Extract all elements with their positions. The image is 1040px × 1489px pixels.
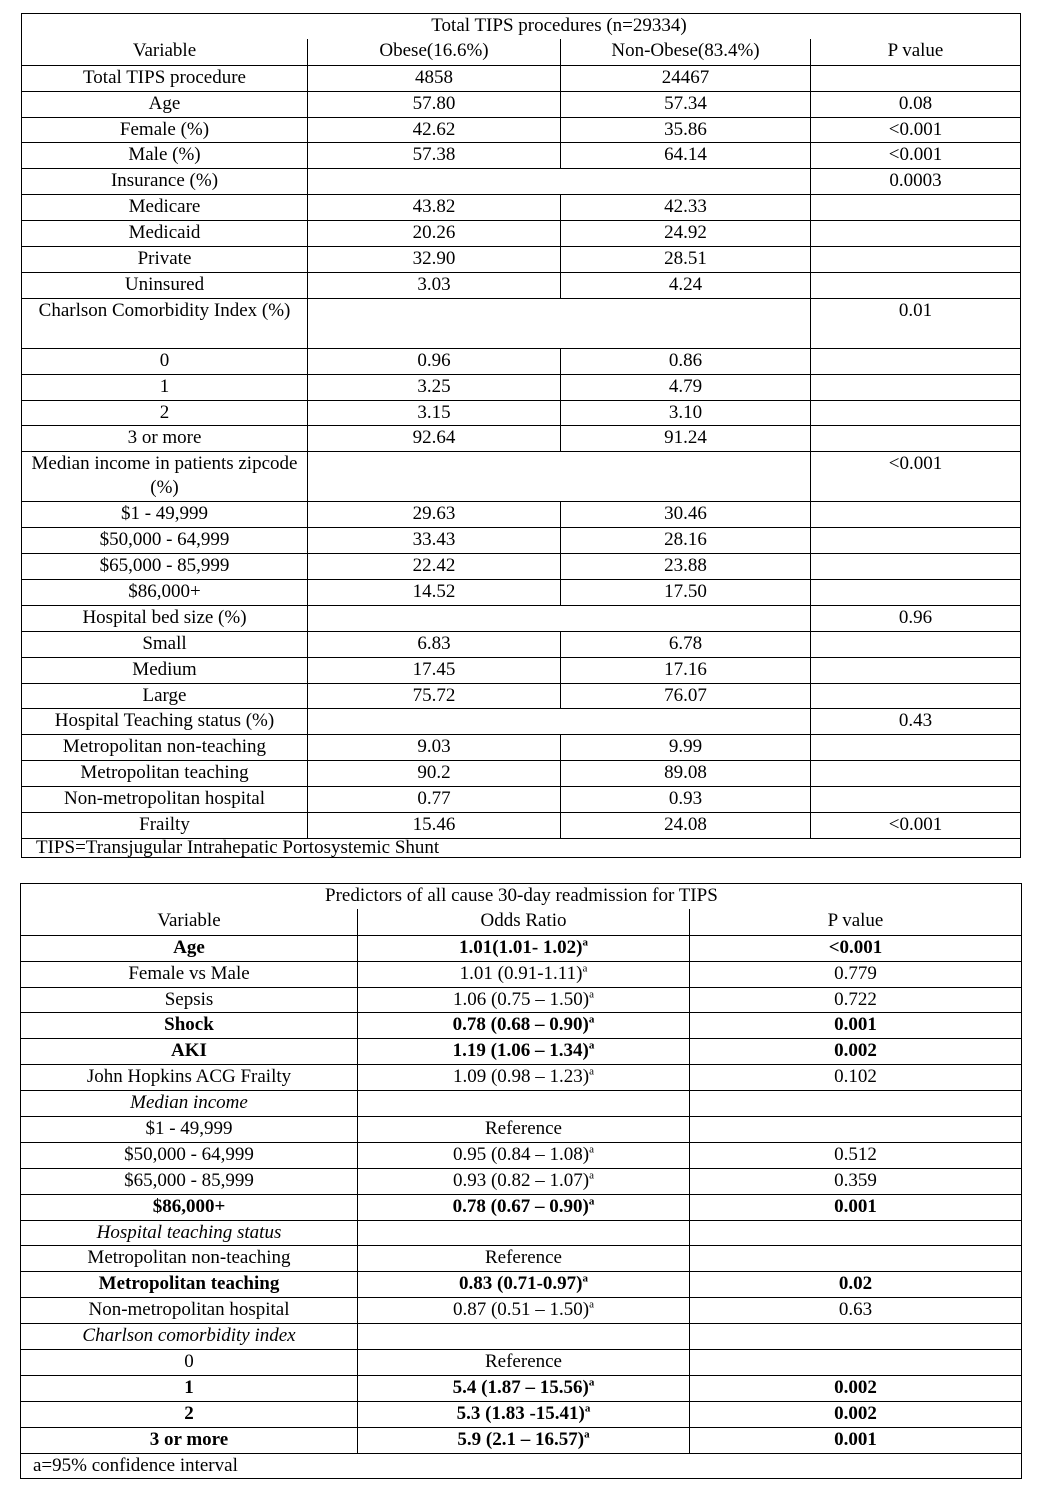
pvalue-cell (811, 761, 1021, 787)
nonobese-cell: 42.33 (561, 195, 811, 221)
pvalue-cell (811, 735, 1021, 761)
table-row (21, 961, 1022, 987)
variable-cell: Metropolitan teaching (22, 761, 308, 787)
table-row (22, 787, 1021, 813)
pvalue-cell (811, 657, 1021, 683)
pvalue-cell: 0.722 (690, 987, 1022, 1013)
table-title-row (21, 884, 1022, 910)
confidence-interval-marker: a (588, 1014, 595, 1027)
variable-cell: Shock (21, 1013, 358, 1039)
odds-ratio-value: 0.93 (0.82 – 1.07) (452, 1169, 590, 1191)
nonobese-cell: 9.99 (561, 735, 811, 761)
pvalue-cell (811, 580, 1021, 606)
table-row (22, 143, 1021, 169)
obese-cell: 92.64 (308, 426, 561, 452)
obese-cell (308, 709, 561, 735)
obese-cell: 3.25 (308, 374, 561, 400)
nonobese-cell: 4.79 (561, 374, 811, 400)
variable-cell: Small (22, 631, 308, 657)
column-header-obese: Obese(16.6%) (308, 39, 561, 65)
table-row (21, 1401, 1022, 1427)
table-title: Total TIPS procedures (n=29334) (308, 14, 811, 40)
obese-cell: 75.72 (308, 683, 561, 709)
table-row (22, 580, 1021, 606)
nonobese-cell: 24.92 (561, 221, 811, 247)
variable-cell: Male (%) (22, 143, 308, 169)
variable-cell: Sepsis (21, 987, 358, 1013)
pvalue-cell: <0.001 (690, 935, 1022, 961)
variable-cell: John Hopkins ACG Frailty (21, 1065, 358, 1091)
obese-cell: 9.03 (308, 735, 561, 761)
variable-cell: Non-metropolitan hospital (22, 787, 308, 813)
table-row (21, 1427, 1022, 1453)
obese-cell: 33.43 (308, 528, 561, 554)
pvalue-cell (690, 1117, 1022, 1143)
odds-ratio-cell (358, 1272, 690, 1298)
obese-cell (308, 452, 561, 502)
table-row (22, 426, 1021, 452)
pvalue-cell (690, 1091, 1022, 1117)
table-row (21, 1065, 1022, 1091)
column-header-variable: Variable (22, 39, 308, 65)
variable-cell: 0 (21, 1350, 358, 1376)
obese-cell: 17.45 (308, 657, 561, 683)
obese-cell: 4858 (308, 65, 561, 91)
nonobese-cell: 57.34 (561, 91, 811, 117)
obese-cell: 42.62 (308, 117, 561, 143)
odds-ratio-cell (358, 1324, 690, 1350)
column-header-pvalue: P value (811, 39, 1021, 65)
column-header-pvalue: P value (690, 909, 1022, 935)
pvalue-cell: 0.001 (690, 1013, 1022, 1039)
odds-ratio-cell (358, 1039, 690, 1065)
variable-cell: Uninsured (22, 272, 308, 298)
odds-ratio-value: 0.78 (0.67 – 0.90) (452, 1195, 589, 1217)
odds-ratio-cell (358, 1220, 690, 1246)
nonobese-cell: 17.16 (561, 657, 811, 683)
variable-cell: 3 or more (22, 426, 308, 452)
confidence-interval-marker: a (588, 1376, 595, 1389)
obese-cell: 0.96 (308, 348, 561, 374)
odds-ratio-cell (358, 1117, 690, 1143)
nonobese-cell: 91.24 (561, 426, 811, 452)
confidence-interval-marker: a (589, 1298, 595, 1311)
pvalue-cell (811, 426, 1021, 452)
variable-cell: $65,000 - 85,999 (21, 1168, 358, 1194)
obese-cell: 0.77 (308, 787, 561, 813)
obese-cell: 57.80 (308, 91, 561, 117)
table-row (22, 605, 1021, 631)
obese-cell: 22.42 (308, 554, 561, 580)
pvalue-cell (811, 221, 1021, 247)
table-row (22, 65, 1021, 91)
variable-cell: Median income in patients zipcode (%) (22, 452, 308, 502)
pvalue-cell (690, 1324, 1022, 1350)
confidence-interval-marker: a (582, 936, 588, 949)
header-row (21, 909, 1022, 935)
obese-cell: 6.83 (308, 631, 561, 657)
column-header-nonobese: Non-Obese(83.4%) (561, 39, 811, 65)
variable-cell: 3 or more (21, 1427, 358, 1453)
table-row (22, 683, 1021, 709)
variable-cell: $65,000 - 85,999 (22, 554, 308, 580)
variable-cell: Metropolitan non-teaching (22, 735, 308, 761)
table-row (22, 813, 1021, 839)
variable-cell: 2 (22, 400, 308, 426)
nonobese-cell: 24467 (561, 65, 811, 91)
table-row (22, 761, 1021, 787)
variable-cell: Medium (22, 657, 308, 683)
table-row (21, 1117, 1022, 1143)
nonobese-cell: 89.08 (561, 761, 811, 787)
nonobese-cell: 24.08 (561, 813, 811, 839)
pvalue-cell (811, 528, 1021, 554)
variable-cell: $1 - 49,999 (22, 502, 308, 528)
pvalue-cell (811, 195, 1021, 221)
variable-cell: Medicare (22, 195, 308, 221)
variable-cell: Hospital teaching status (21, 1220, 358, 1246)
nonobese-cell: 28.16 (561, 528, 811, 554)
pvalue-cell (811, 787, 1021, 813)
pvalue-cell: 0.001 (690, 1427, 1022, 1453)
variable-cell: Hospital bed size (%) (22, 605, 308, 631)
pvalue-cell (811, 502, 1021, 528)
pvalue-cell: 0.63 (690, 1298, 1022, 1324)
obese-cell: 15.46 (308, 813, 561, 839)
table-row (22, 400, 1021, 426)
pvalue-cell (811, 247, 1021, 273)
obesity-comparison-table (21, 13, 1021, 858)
variable-cell: 1 (22, 374, 308, 400)
obese-cell: 29.63 (308, 502, 561, 528)
variable-cell: Female (%) (22, 117, 308, 143)
variable-cell: Large (22, 683, 308, 709)
odds-ratio-cell (358, 1065, 690, 1091)
obese-cell: 3.03 (308, 272, 561, 298)
odds-ratio-value: 1.06 (0.75 – 1.50) (452, 988, 590, 1010)
nonobese-cell (561, 169, 811, 195)
pvalue-cell: 0.43 (811, 709, 1021, 735)
variable-cell: Insurance (%) (22, 169, 308, 195)
variable-cell: Charlson Comorbidity Index (%) (22, 298, 308, 348)
variable-cell: $1 - 49,999 (21, 1117, 358, 1143)
odds-ratio-cell (358, 987, 690, 1013)
table-row (21, 1142, 1022, 1168)
odds-ratio-cell (358, 1091, 690, 1117)
table-row (22, 221, 1021, 247)
pvalue-cell (811, 272, 1021, 298)
confidence-interval-marker: a (584, 1428, 590, 1441)
table-row (22, 169, 1021, 195)
obese-cell: 32.90 (308, 247, 561, 273)
table-row (22, 272, 1021, 298)
confidence-interval-marker: a (582, 962, 588, 975)
pvalue-cell: 0.102 (690, 1065, 1022, 1091)
variable-cell: 1 (21, 1375, 358, 1401)
table-row (21, 1039, 1022, 1065)
variable-cell: AKI (21, 1039, 358, 1065)
pvalue-cell (690, 1246, 1022, 1272)
pvalue-cell: 0.002 (690, 1375, 1022, 1401)
table-row (21, 1272, 1022, 1298)
obese-cell: 14.52 (308, 580, 561, 606)
odds-ratio-value: 1.01 (0.91-1.11) (459, 962, 583, 984)
variable-cell: $50,000 - 64,999 (21, 1142, 358, 1168)
nonobese-cell (561, 298, 811, 348)
table-row (21, 1324, 1022, 1350)
table-row (21, 1246, 1022, 1272)
odds-ratio-value: 0.78 (0.68 – 0.90) (452, 1014, 589, 1036)
nonobese-cell (561, 605, 811, 631)
odds-ratio-cell (358, 1142, 690, 1168)
nonobese-cell: 23.88 (561, 554, 811, 580)
pvalue-cell: <0.001 (811, 117, 1021, 143)
table-row (21, 1194, 1022, 1220)
confidence-interval-marker: a (582, 1273, 588, 1286)
pvalue-cell (811, 348, 1021, 374)
table-row (22, 735, 1021, 761)
confidence-interval-marker: a (589, 988, 595, 1001)
pvalue-cell: <0.001 (811, 143, 1021, 169)
nonobese-cell: 30.46 (561, 502, 811, 528)
pvalue-cell (811, 683, 1021, 709)
odds-ratio-cell (358, 1401, 690, 1427)
pvalue-cell (811, 554, 1021, 580)
footnote-row (22, 838, 1021, 857)
pvalue-cell: 0.02 (690, 1272, 1022, 1298)
nonobese-cell: 4.24 (561, 272, 811, 298)
confidence-interval-marker: a (589, 1065, 595, 1078)
nonobese-cell: 17.50 (561, 580, 811, 606)
table-row (22, 298, 1021, 348)
readmission-predictors-table (20, 883, 1022, 1479)
obese-cell (308, 298, 561, 348)
odds-ratio-value: 1.01(1.01- 1.02) (459, 936, 583, 958)
variable-cell: $86,000+ (22, 580, 308, 606)
variable-cell: Total TIPS procedure (22, 65, 308, 91)
odds-ratio-cell (358, 1246, 690, 1272)
variable-cell: Age (22, 91, 308, 117)
odds-ratio-value: 5.9 (2.1 – 16.57) (457, 1428, 585, 1450)
pvalue-cell: 0.002 (690, 1401, 1022, 1427)
nonobese-cell: 6.78 (561, 631, 811, 657)
confidence-interval-marker: a (589, 1143, 595, 1156)
table-row (22, 631, 1021, 657)
odds-ratio-cell (358, 1375, 690, 1401)
pvalue-cell: 0.359 (690, 1168, 1022, 1194)
obese-cell: 90.2 (308, 761, 561, 787)
odds-ratio-value: Reference (485, 1118, 562, 1140)
odds-ratio-cell (358, 1350, 690, 1376)
pvalue-cell: <0.001 (811, 813, 1021, 839)
table-row (22, 374, 1021, 400)
odds-ratio-value: Reference (485, 1247, 562, 1269)
nonobese-cell: 0.93 (561, 787, 811, 813)
table-row (21, 987, 1022, 1013)
table-row (22, 528, 1021, 554)
odds-ratio-cell (358, 1298, 690, 1324)
obese-cell: 43.82 (308, 195, 561, 221)
nonobese-cell: 35.86 (561, 117, 811, 143)
table-row (21, 1013, 1022, 1039)
table-row (22, 709, 1021, 735)
variable-cell: $86,000+ (21, 1194, 358, 1220)
table-row (22, 657, 1021, 683)
pvalue-cell: 0.002 (690, 1039, 1022, 1065)
variable-cell: Age (21, 935, 358, 961)
nonobese-cell (561, 709, 811, 735)
odds-ratio-cell (358, 1168, 690, 1194)
table-row (21, 1375, 1022, 1401)
odds-ratio-value: 0.87 (0.51 – 1.50) (452, 1299, 590, 1321)
confidence-interval-marker: a (588, 1040, 595, 1053)
table-row (21, 1350, 1022, 1376)
table-row (22, 452, 1021, 502)
table-row (22, 117, 1021, 143)
pvalue-cell: 0.01 (811, 298, 1021, 348)
pvalue-cell: 0.779 (690, 961, 1022, 987)
table-row (21, 1220, 1022, 1246)
table-row (21, 1168, 1022, 1194)
confidence-interval-marker: a (584, 1402, 591, 1415)
pvalue-cell (811, 400, 1021, 426)
table-row (22, 195, 1021, 221)
odds-ratio-value: Reference (485, 1351, 562, 1373)
footnote: TIPS=Transjugular Intrahepatic Portosystemic Shunt (22, 838, 1021, 857)
table-row (22, 91, 1021, 117)
variable-cell: Female vs Male (21, 961, 358, 987)
variable-cell: Private (22, 247, 308, 273)
odds-ratio-value: 5.4 (1.87 – 15.56) (452, 1376, 589, 1398)
table-row (21, 1298, 1022, 1324)
nonobese-cell: 3.10 (561, 400, 811, 426)
odds-ratio-value: 0.83 (0.71-0.97) (459, 1273, 583, 1295)
pvalue-cell: 0.0003 (811, 169, 1021, 195)
obese-cell: 3.15 (308, 400, 561, 426)
odds-ratio-cell (358, 961, 690, 987)
pvalue-cell: 0.001 (690, 1194, 1022, 1220)
obese-cell (308, 605, 561, 631)
pvalue-cell: 0.08 (811, 91, 1021, 117)
variable-cell: Medicaid (22, 221, 308, 247)
table-title: Predictors of all cause 30-day readmission for TIPS (358, 884, 690, 910)
pvalue-cell (690, 1350, 1022, 1376)
column-header-variable: Variable (21, 909, 358, 935)
odds-ratio-value: 5.3 (1.83 -15.41) (456, 1402, 585, 1424)
odds-ratio-cell (358, 1013, 690, 1039)
table-row (22, 502, 1021, 528)
odds-ratio-cell (358, 1427, 690, 1453)
variable-cell: 2 (21, 1401, 358, 1427)
variable-cell: 0 (22, 348, 308, 374)
footnote: a=95% confidence interval (21, 1453, 1022, 1478)
variable-cell: $50,000 - 64,999 (22, 528, 308, 554)
table-title-row (22, 14, 1021, 40)
header-row (22, 39, 1021, 65)
obese-cell: 57.38 (308, 143, 561, 169)
nonobese-cell: 28.51 (561, 247, 811, 273)
table-row (21, 1091, 1022, 1117)
pvalue-cell: 0.96 (811, 605, 1021, 631)
odds-ratio-cell (358, 935, 690, 961)
table-row (22, 247, 1021, 273)
nonobese-cell: 76.07 (561, 683, 811, 709)
variable-cell: Hospital Teaching status (%) (22, 709, 308, 735)
pvalue-cell (811, 631, 1021, 657)
confidence-interval-marker: a (589, 1169, 595, 1182)
nonobese-cell: 0.86 (561, 348, 811, 374)
column-header-odds-ratio: Odds Ratio (358, 909, 690, 935)
pvalue-cell (811, 65, 1021, 91)
variable-cell: Median income (21, 1091, 358, 1117)
pvalue-cell: 0.512 (690, 1142, 1022, 1168)
variable-cell: Charlson comorbidity index (21, 1324, 358, 1350)
obese-cell (308, 169, 561, 195)
odds-ratio-value: 1.19 (1.06 – 1.34) (452, 1040, 589, 1062)
obese-cell: 20.26 (308, 221, 561, 247)
confidence-interval-marker: a (588, 1195, 595, 1208)
footnote-row (21, 1453, 1022, 1478)
variable-cell: Metropolitan non-teaching (21, 1246, 358, 1272)
pvalue-cell (690, 1220, 1022, 1246)
table-row (21, 935, 1022, 961)
pvalue-cell: <0.001 (811, 452, 1021, 502)
pvalue-cell (811, 374, 1021, 400)
variable-cell: Non-metropolitan hospital (21, 1298, 358, 1324)
table-row (22, 348, 1021, 374)
odds-ratio-value: 0.95 (0.84 – 1.08) (452, 1143, 590, 1165)
odds-ratio-cell (358, 1194, 690, 1220)
nonobese-cell: 64.14 (561, 143, 811, 169)
table-row (22, 554, 1021, 580)
nonobese-cell (561, 452, 811, 502)
variable-cell: Metropolitan teaching (21, 1272, 358, 1298)
odds-ratio-value: 1.09 (0.98 – 1.23) (452, 1066, 590, 1088)
variable-cell: Frailty (22, 813, 308, 839)
